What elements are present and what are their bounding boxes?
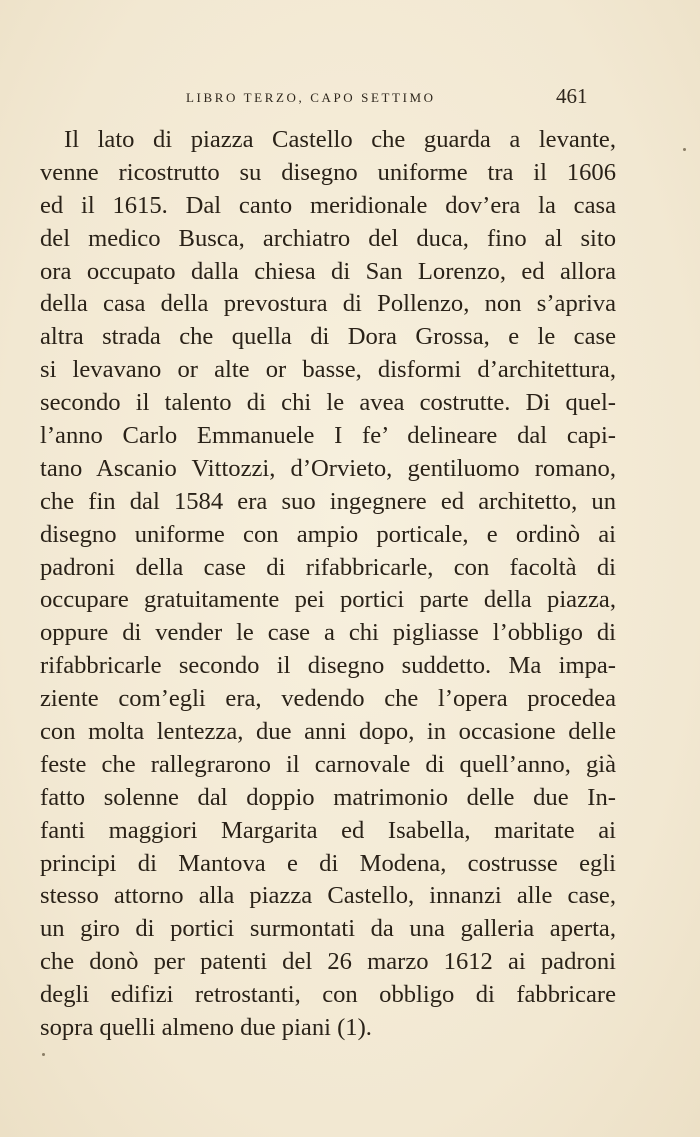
text-line: disegno uniforme con ampio porticale, e ordinò ai (40, 520, 616, 548)
text-line: si levavano or alte or basse, disformi d’architettura, (40, 356, 616, 384)
text-line: ed il 1615. Dal canto meridionale dov’era la casa (40, 191, 616, 219)
text-line: del medico Busca, archiatro del duca, fino al sito (40, 224, 616, 252)
text-line: con molta lentezza, due anni dopo, in occasione delle (40, 718, 616, 746)
page-number: 461 (556, 84, 588, 108)
text-line: tano Ascanio Vittozzi, d’Orvieto, gentiluomo romano, (40, 454, 616, 482)
text-line: Il lato di piazza Castello che guarda a levante, (64, 126, 616, 153)
text-line: principi di Mantova e di Modena, costrusse egli (40, 849, 616, 877)
text-line: della casa della prevostura di Pollenzo, non s’apriva (40, 290, 616, 318)
text-line: venne ricostrutto su disegno uniforme tra il 1606 (40, 158, 616, 186)
body-text (40, 124, 616, 1045)
text-line: ziente com’egli era, vedendo che l’opera procedea (40, 685, 616, 713)
paper-speck (683, 148, 686, 151)
text-line: secondo il talento di chi le avea costrutte. Di quel- (40, 389, 616, 417)
text-line: altra strada che quella di Dora Grossa, e le case (40, 323, 616, 351)
paper-speck (42, 1053, 45, 1056)
text-line: feste che rallegrarono il carnovale di quell’anno, già (40, 750, 616, 778)
text-line: padroni della case di rifabbricarle, con facoltà di (40, 553, 616, 581)
text-line: sopra quelli almeno due piani (1). (40, 1014, 372, 1042)
text-line: l’anno Carlo Emmanuele I fe’ delineare dal capi- (40, 422, 616, 450)
text-line: ora occupato dalla chiesa di San Lorenzo, ed allora (40, 257, 616, 285)
text-line: fanti maggiori Margarita ed Isabella, maritate ai (40, 816, 616, 844)
text-line: occupare gratuitamente pei portici parte della piazza, (40, 586, 616, 614)
text-line: che fin dal 1584 era suo ingegnere ed architetto, un (40, 487, 616, 515)
text-line: degli edifizi retrostanti, con obbligo di fabbricare (40, 981, 616, 1009)
text-line: che donò per patenti del 26 marzo 1612 ai padroni (40, 948, 616, 976)
text-line: fatto solenne dal doppio matrimonio delle due In- (40, 783, 616, 811)
text-line: rifabbricarle secondo il disegno suddetto. Ma impa- (40, 652, 616, 680)
text-line: oppure di vender le case a chi pigliasse l’obbligo di (40, 619, 616, 647)
running-head: LIBRO TERZO, CAPO SETTIMO (186, 90, 436, 105)
text-line: un giro di portici surmontati da una galleria aperta, (40, 915, 616, 943)
text-line: stesso attorno alla piazza Castello, innanzi alle case, (40, 882, 616, 910)
